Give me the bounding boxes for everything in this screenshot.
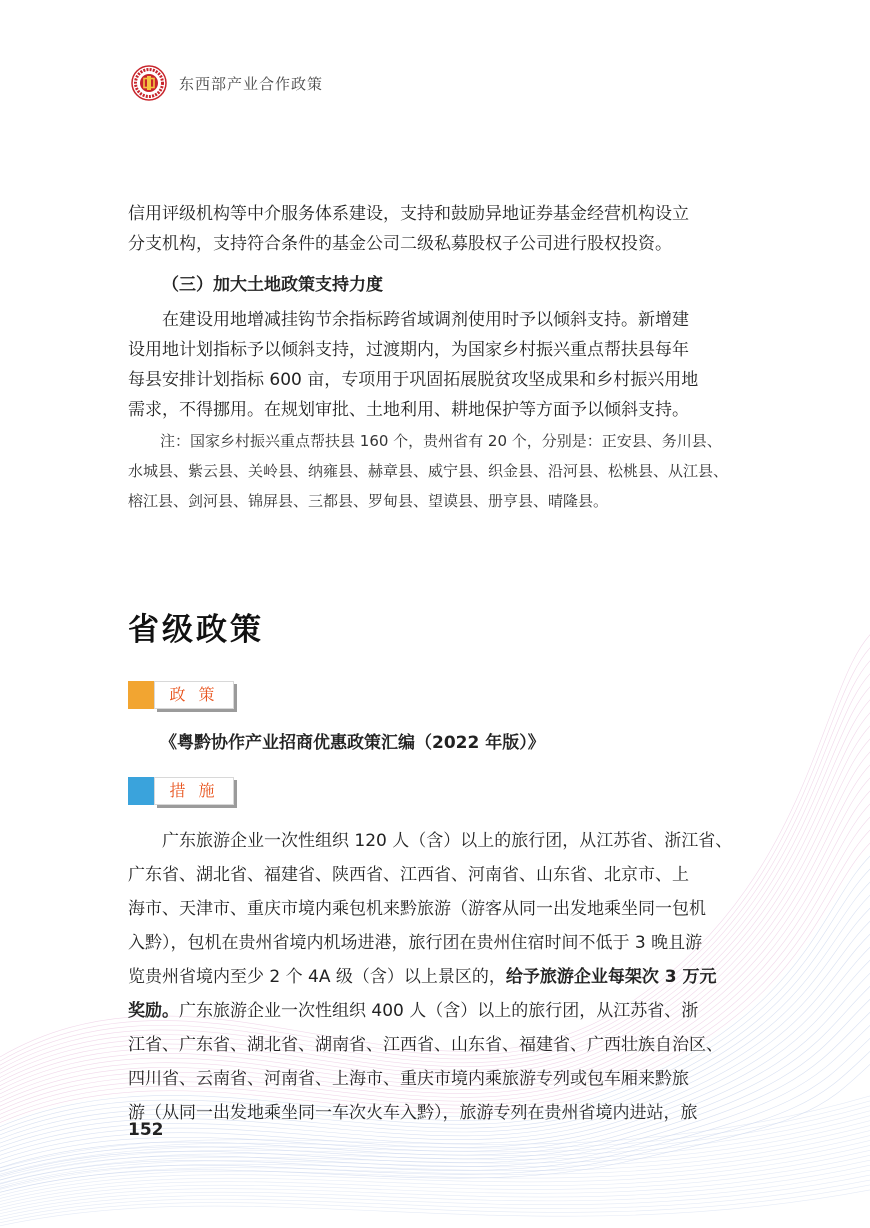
note-line: 注：国家乡村振兴重点帮扶县 160 个，贵州省有 20 个，分别是：正安县、务川县、 bbox=[160, 432, 722, 450]
text-run: 广东旅游企业一次性组织 400 人（含）以上的旅行团，从江苏省、浙 bbox=[179, 1001, 699, 1021]
text-line bbox=[128, 926, 742, 960]
note-line: 榕江县、剑河县、锦屏县、三都县、罗甸县、望谟县、册亨县、晴隆县。 bbox=[128, 492, 609, 510]
wave-line bbox=[0, 1163, 870, 1213]
text-run: 入黔），包机在贵州省境内机场进港，旅行团在贵州住宿时间不低于 3 晚且游 bbox=[128, 933, 703, 953]
text-line bbox=[128, 858, 742, 892]
text-line bbox=[128, 960, 742, 994]
text-line: 在建设用地增减挂钩节余指标跨省域调剂使用时予以倾斜支持。新增建 bbox=[162, 310, 689, 330]
measure-paragraph bbox=[128, 824, 742, 1130]
wave-line bbox=[0, 1158, 870, 1210]
running-header bbox=[131, 64, 323, 102]
measure-tag-tab bbox=[128, 777, 154, 805]
text-run: 游（从同一出发地乘坐同一车次火车入黔），旅游专列在贵州省境内进站，旅 bbox=[128, 1103, 698, 1123]
wave-line bbox=[0, 1178, 870, 1222]
document-title: 《粤黔协作产业招商优惠政策汇编（2022 年版）》 bbox=[160, 733, 545, 753]
wave-line bbox=[0, 1168, 870, 1216]
wave-line bbox=[0, 1138, 870, 1198]
bold-text-run: 奖励。 bbox=[128, 1001, 179, 1021]
text-line bbox=[128, 1028, 742, 1062]
wave-line bbox=[0, 1143, 870, 1201]
policy-tag-tab bbox=[128, 681, 154, 709]
text-line bbox=[128, 824, 742, 858]
text-run: 四川省、云南省、河南省、上海市、重庆市境内乘旅游专列或包车厢来黔旅 bbox=[128, 1069, 689, 1089]
intro-paragraph bbox=[128, 199, 742, 259]
wave-line bbox=[0, 1133, 870, 1195]
bold-text-run: 给予旅游企业每架次 3 万元 bbox=[505, 967, 717, 987]
text-run: 广东省、湖北省、福建省、陕西省、江西省、河南省、山东省、北京市、上 bbox=[128, 865, 689, 885]
text-run: 江省、广东省、湖北省、湖南省、江西省、山东省、福建省、广西壮族自治区、 bbox=[128, 1035, 723, 1055]
subsection-heading: （三）加大土地政策支持力度 bbox=[162, 275, 383, 295]
text-run: 览贵州省境内至少 2 个 4A 级（含）以上景区的， bbox=[128, 967, 506, 987]
text-run: 广东旅游企业一次性组织 120 人（含）以上的旅行团，从江苏省、浙江省、 bbox=[162, 831, 733, 851]
wave-line bbox=[0, 1148, 870, 1204]
subsection-paragraph bbox=[128, 305, 742, 425]
text-line bbox=[128, 892, 742, 926]
policy-tag bbox=[128, 681, 236, 709]
wave-line bbox=[0, 1153, 870, 1207]
text-line: 需求，不得挪用。在规划审批、土地利用、耕地保护等方面予以倾斜支持。 bbox=[128, 400, 689, 420]
note-line: 水城县、紫云县、关岭县、纳雍县、赫章县、威宁县、织金县、沿河县、松桃县、从江县、 bbox=[128, 462, 729, 480]
wave-line bbox=[0, 1188, 870, 1228]
text-line: 设用地计划指标予以倾斜支持，过渡期内，为国家乡村振兴重点帮扶县每年 bbox=[128, 340, 689, 360]
text-line: 分支机构，支持符合条件的基金公司二级私募股权子公司进行股权投资。 bbox=[128, 234, 672, 254]
emblem-icon bbox=[131, 65, 167, 101]
text-line: 信用评级机构等中介服务体系建设，支持和鼓励异地证券基金经营机构设立 bbox=[128, 204, 689, 224]
text-line bbox=[128, 1062, 742, 1096]
page-number: 152 bbox=[128, 1120, 164, 1140]
header-title: 东西部产业合作政策 bbox=[179, 74, 324, 93]
text-run: 海市、天津市、重庆市境内乘包机来黔旅游（游客从同一出发地乘坐同一包机 bbox=[128, 899, 706, 919]
section-title: 省级政策 bbox=[128, 612, 264, 648]
text-line: 每县安排计划指标 600 亩，专项用于巩固拓展脱贫攻坚成果和乡村振兴用地 bbox=[128, 370, 699, 390]
text-line bbox=[128, 1096, 742, 1130]
wave-line bbox=[0, 1173, 870, 1219]
measure-tag-label: 措 施 bbox=[169, 781, 219, 800]
note-paragraph bbox=[128, 426, 742, 516]
text-line bbox=[128, 994, 742, 1028]
measure-tag bbox=[128, 777, 236, 805]
wave-line bbox=[0, 1183, 870, 1225]
policy-tag-label: 政 策 bbox=[169, 685, 219, 704]
